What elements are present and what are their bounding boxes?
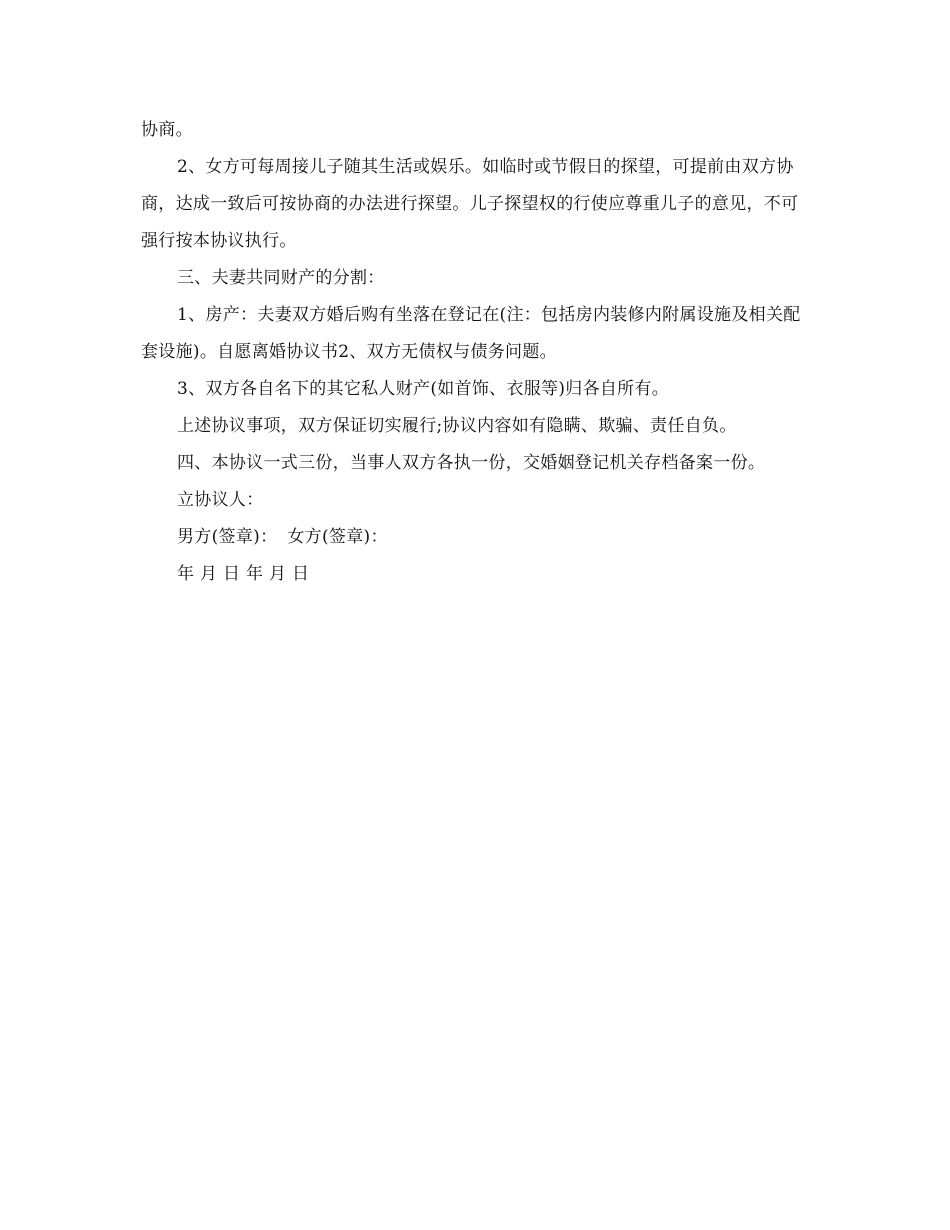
paragraph-guarantee: 上述协议事项，双方保证切实履行;协议内容如有隐瞒、欺骗、责任自负。 bbox=[177, 416, 737, 436]
date-line: 年 月 日 年 月 日 bbox=[177, 564, 310, 584]
paragraph-continuation: 协商。 bbox=[141, 120, 193, 140]
paragraph-visitation: 2、女方可每周接儿子随其生活或娱乐。如临时或节假日的探望，可提前由双方协商，达成一致后可按协商的办法进行探望。儿子探望权的行使应尊重儿子的意见，不可强行按本协议执行。 bbox=[141, 157, 799, 251]
paragraph-personal-property: 3、双方各自名下的其它私人财产(如首饰、衣服等)归各自所有。 bbox=[177, 379, 670, 399]
signatories-label: 立协议人： bbox=[177, 490, 264, 510]
section-heading-property: 三、夫妻共同财产的分割： bbox=[177, 268, 385, 288]
paragraph-copies: 四、本协议一式三份，当事人双方各执一份，交婚姻登记机关存档备案一份。 bbox=[177, 453, 766, 473]
female-signature-label: 女方(签章)： bbox=[287, 527, 388, 547]
male-signature-label: 男方(签章)： bbox=[177, 527, 278, 547]
document-body bbox=[141, 112, 806, 593]
paragraph-house: 1、房产：夫妻双方婚后购有坐落在登记在(注：包括房内装修内附属设施及相关配套设施)。自愿离婚协议书2、双方无债权与债务问题。 bbox=[141, 305, 801, 362]
signature-line bbox=[141, 519, 806, 556]
